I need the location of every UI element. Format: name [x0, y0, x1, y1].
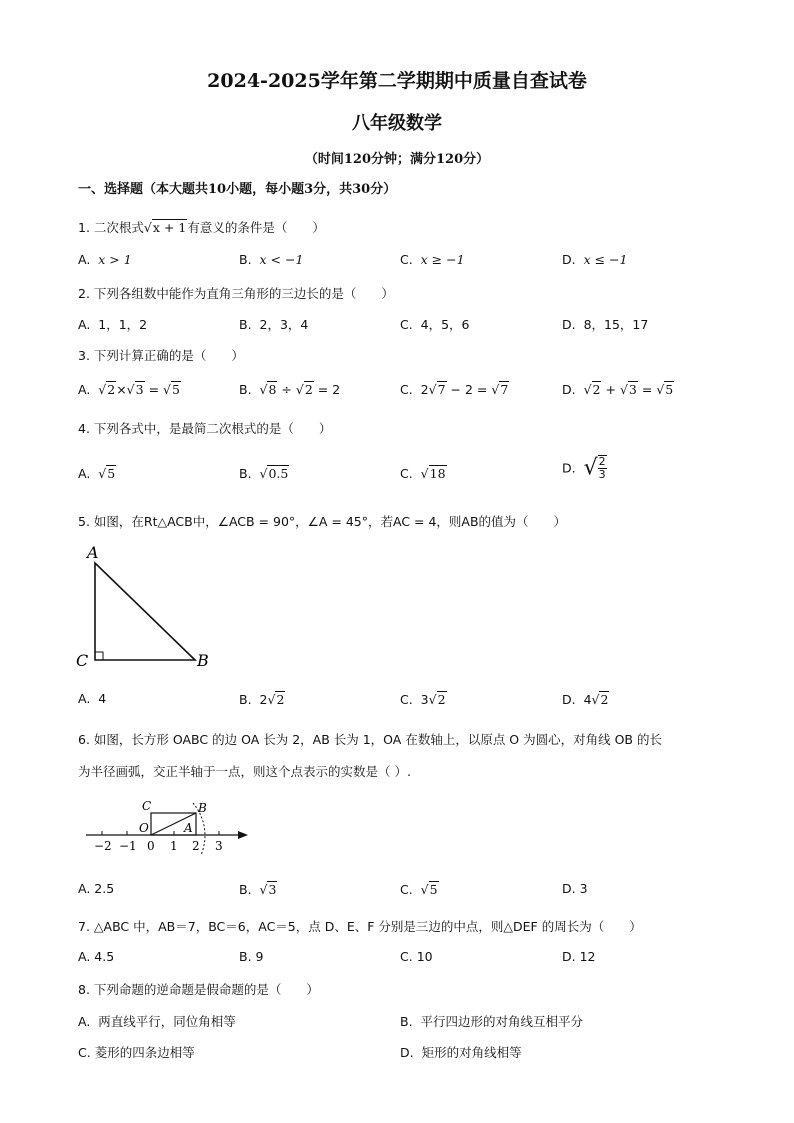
q2-option-c[interactable]: C. 4，5，6	[400, 317, 470, 332]
tick-label: 0	[147, 839, 155, 853]
tick-label: 2	[192, 839, 200, 853]
tick-label: −1	[119, 839, 137, 853]
question-3-stem: 3. 下列计算正确的是（ ）	[78, 348, 244, 363]
q6-option-d[interactable]: D. 3	[562, 881, 588, 896]
right-angle-mark	[95, 652, 103, 660]
q7-option-b[interactable]: B. 9	[239, 949, 264, 964]
subject-title: 八年级数学	[352, 113, 442, 134]
time-note: （时间120分钟；满分120分）	[304, 152, 490, 167]
q4-option-b[interactable]: B. √0.5	[239, 466, 289, 481]
q6-numberline-figure	[80, 795, 260, 860]
q4-option-c[interactable]: C. √18	[400, 466, 446, 481]
label-a: A	[87, 543, 99, 562]
section-heading: 一、选择题（本大题共10小题，每小题3分，共30分）	[78, 182, 397, 197]
question-2-stem: 2. 下列各组数中能作为直角三角形的三边长的是（ ）	[78, 286, 394, 301]
q1-option-a[interactable]: A. x > 1	[78, 252, 132, 267]
q2-option-b[interactable]: B. 2，3，4	[239, 317, 309, 332]
label-b: B	[198, 801, 207, 815]
question-7-stem: 7. △ABC 中，AB＝7，BC＝6，AC＝5，点 D、E、F 分别是三边的中点，则△DEF 的周长为（ ）	[78, 919, 642, 934]
q3-option-c[interactable]: C. 2√7 − 2 = √7	[400, 382, 509, 397]
q3-option-b[interactable]: B. √8 ÷ √2 = 2	[239, 382, 341, 397]
triangle-acb	[95, 563, 195, 660]
tick-label: −2	[94, 839, 112, 853]
axis-arrow	[238, 831, 248, 839]
q5-option-b[interactable]: B. 2√2	[239, 692, 285, 707]
q7-option-d[interactable]: D. 12	[562, 949, 596, 964]
label-c: C	[142, 799, 152, 813]
q4-fraction: $\frac{2}{3}$	[598, 455, 606, 481]
question-1-stem	[78, 218, 325, 236]
q8-option-d[interactable]: D. 矩形的对角线相等	[400, 1045, 522, 1060]
q3-option-a[interactable]: A. √2×√3 = √5	[78, 382, 180, 397]
q5-option-d[interactable]: D. 4√2	[562, 692, 609, 707]
q1-option-b[interactable]: B. x < −1	[239, 252, 304, 267]
q6-option-a[interactable]: A. 2.5	[78, 881, 115, 896]
q1-option-d[interactable]: D. x ≤ −1	[562, 252, 628, 267]
question-4-stem: 4. 下列各式中，是最简二次根式的是（ ）	[78, 421, 332, 436]
q8-option-b[interactable]: B. 平行四边形的对角线互相平分	[400, 1014, 584, 1029]
q6-option-c[interactable]: C. √5	[400, 882, 438, 897]
label-c: C	[76, 651, 89, 670]
q8-option-a[interactable]: A. 两直线平行，同位角相等	[78, 1014, 236, 1029]
label-a: A	[184, 821, 193, 835]
label-o: O	[139, 821, 149, 835]
q4-option-d[interactable]: D. √ $\frac{2}{3}$	[562, 455, 606, 481]
q7-option-c[interactable]: C. 10	[400, 949, 433, 964]
q5-triangle-figure	[70, 538, 230, 678]
exam-title: 2024-2025学年第二学期期中质量自查试卷	[207, 70, 587, 92]
q6-option-b[interactable]: B. √3	[239, 882, 277, 897]
q1-post: 有意义的条件是（ ）	[187, 220, 325, 235]
q1-radical: √x + 1	[143, 220, 187, 235]
question-8-stem: 8. 下列命题的逆命题是假命题的是（ ）	[78, 982, 319, 997]
tick-label: 3	[215, 839, 223, 853]
q7-option-a[interactable]: A. 4.5	[78, 949, 115, 964]
q3-option-d[interactable]: D. √2 + √3 = √5	[562, 382, 674, 397]
q4-option-a[interactable]: A. √5	[78, 466, 116, 481]
q5-option-a[interactable]: A. 4	[78, 691, 107, 706]
question-6-stem-line2: 为半径画弧，交正半轴于一点，则这个点表示的实数是（ ）.	[78, 764, 411, 779]
question-5-stem: 5. 如图，在Rt△ACB中，∠ACB = 90°，∠A = 45°，若AC = 4，则AB的值为（ ）	[78, 514, 567, 529]
q5-option-c[interactable]: C. 3√2	[400, 692, 446, 707]
q1-pre: 1. 二次根式	[78, 220, 144, 235]
q2-option-a[interactable]: A. 1，1，2	[78, 317, 148, 332]
q8-option-c[interactable]: C. 菱形的四条边相等	[78, 1045, 195, 1060]
label-b: B	[197, 651, 209, 670]
q1-option-c[interactable]: C. x ≥ −1	[400, 252, 465, 267]
tick-label: 1	[170, 839, 178, 853]
q2-option-d[interactable]: D. 8，15，17	[562, 317, 649, 332]
question-6-stem-line1: 6. 如图，长方形 OABC 的边 OA 长为 2，AB 长为 1，OA 在数轴上，以原点 O 为圆心，对角线 OB 的长	[78, 732, 662, 747]
